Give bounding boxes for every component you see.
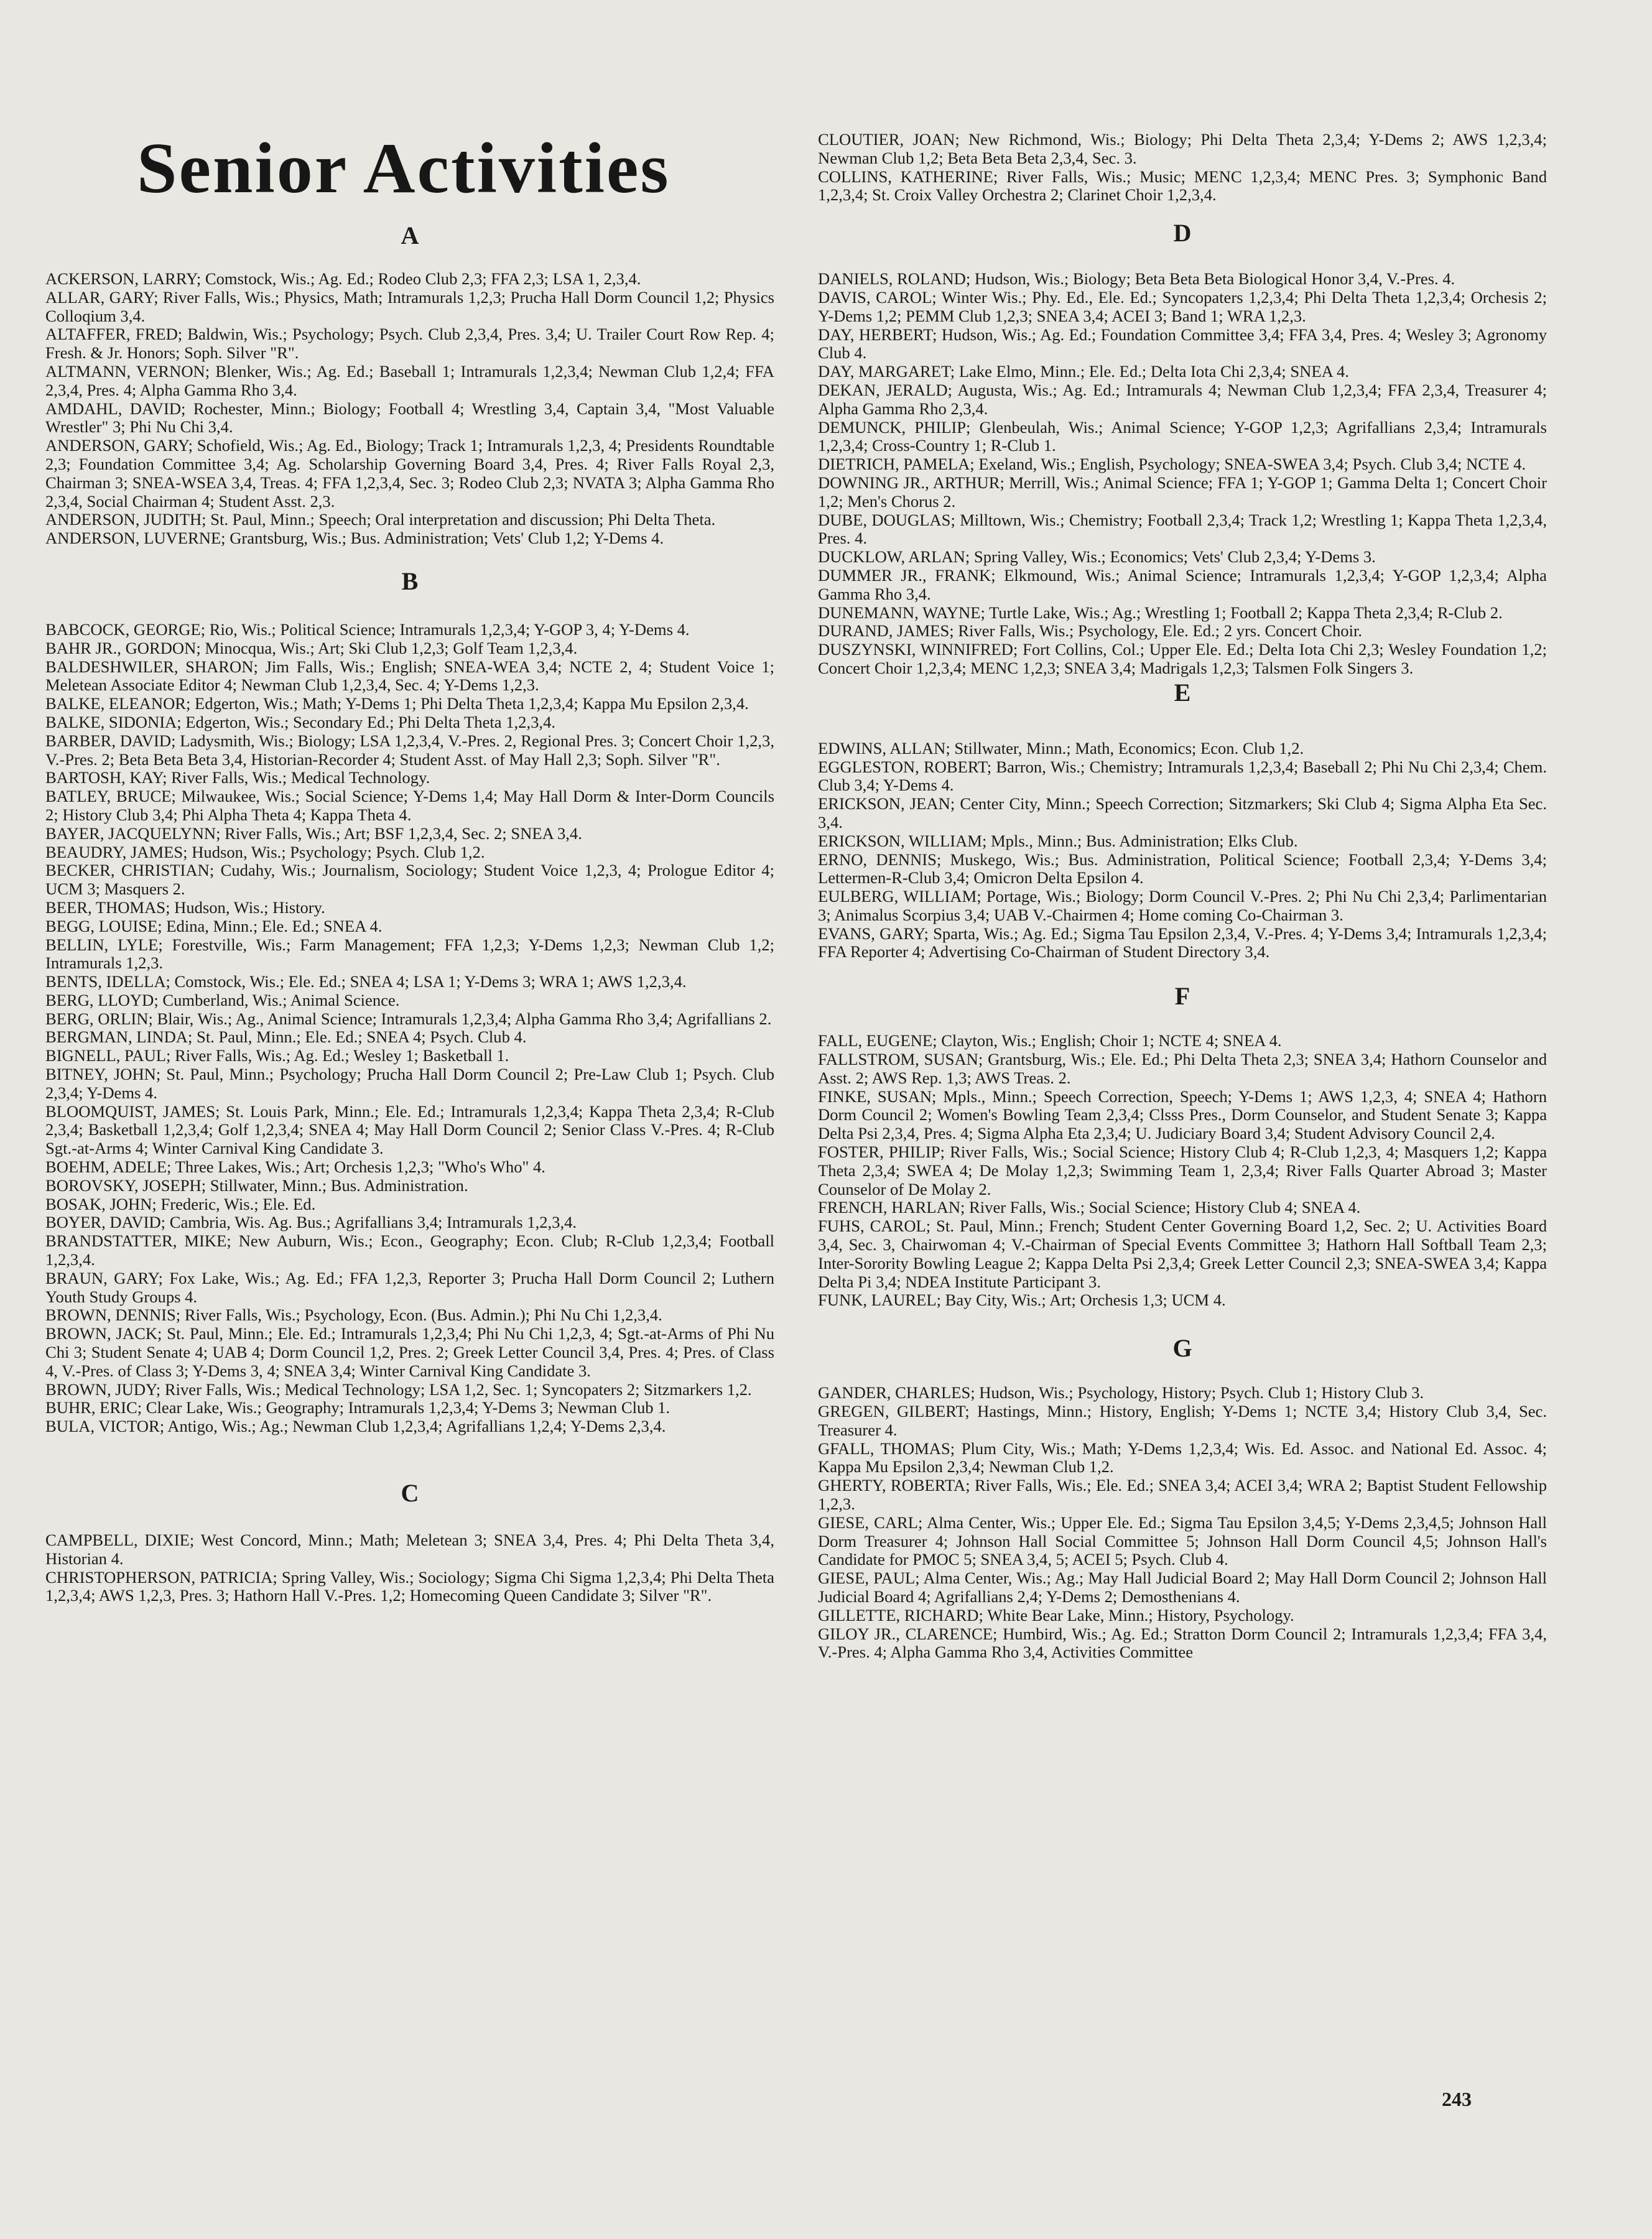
student-entry: EDWINS, ALLAN; Stillwater, Minn.; Math, Economics; Econ. Club 1,2.: [818, 738, 1304, 758]
section-entries: [45, 621, 774, 1436]
student-entry: AMDAHL, DAVID; Rochester, Minn.; Biology; Football 4; Wrestling 3,4, Captain 3,4, "Most Valuable Wrestler" 3; Phi Nu Chi 3,4.: [45, 399, 774, 437]
student-entry: BOEHM, ADELE; Three Lakes, Wis.; Art; Orchesis 1,2,3; "Who's Who" 4.: [45, 1157, 545, 1177]
student-entry: BALDESHWILER, SHARON; Jim Falls, Wis.; English; SNEA-WEA 3,4; NCTE 2, 4; Student Voice 1; Meletean Associate Editor 4; Newman Club 1,2,3,4, Sec. 4; Y-Dems 1,2,3.: [45, 657, 774, 695]
student-entry: EGGLESTON, ROBERT; Barron, Wis.; Chemistry; Intramurals 1,2,3,4; Baseball 2; Phi Nu Chi 2,3,4; Chem. Club 3,4; Y-Dems 4.: [818, 757, 1547, 795]
student-entry: ERICKSON, WILLIAM; Mpls., Minn.; Bus. Administration; Elks Club.: [818, 831, 1298, 850]
section-letter: B: [401, 567, 419, 595]
student-entry: BLOOMQUIST, JAMES; St. Louis Park, Minn.; Ele. Ed.; Intramurals 1,2,3,4; Kappa Theta 2,3,4; R-Club 2,3,4; Basketball 1,2,3,4; Golf 1,2,3,4; SNEA 4; May Hall Dorm Council 2; Senior Class V.-Pres. 4; R-Club Sgt.-at-Arms 4; Winter Carnival King Candidate 3.: [45, 1101, 774, 1158]
student-entry: BITNEY, JOHN; St. Paul, Minn.; Psychology; Prucha Hall Dorm Council 2; Pre-Law Club 1; Psych. Club 2,3,4; Y-Dems 4.: [45, 1065, 774, 1102]
student-entry: EVANS, GARY; Sparta, Wis.; Ag. Ed.; Sigma Tau Epsilon 2,3,4, V.-Pres. 4; Y-Dems 3,4; Intramurals 1,2,3,4; FFA Reporter 4; Advertising Co-Chairman of Student Directory 3,4.: [818, 924, 1547, 962]
student-entry: BRANDSTATTER, MIKE; New Auburn, Wis.; Econ., Geography; Econ. Club; R-Club 1,2,3,4; Football 1,2,3,4.: [45, 1231, 774, 1269]
student-entry: ACKERSON, LARRY; Comstock, Wis.; Ag. Ed.; Rodeo Club 2,3; FFA 2,3; LSA 1, 2,3,4.: [45, 269, 641, 288]
page-number: 243: [1442, 2088, 1472, 2110]
student-entry: BAHR JR., GORDON; Minocqua, Wis.; Art; Ski Club 1,2,3; Golf Team 1,2,3,4.: [45, 638, 578, 657]
student-entry: BARTOSH, KAY; River Falls, Wis.; Medical Technology.: [45, 768, 430, 787]
section-letter: F: [1174, 982, 1190, 1011]
student-entry: FINKE, SUSAN; Mpls., Minn.; Speech Correction, Speech; Y-Dems 1; AWS 1,2,3, 4; SNEA 4; Hathorn Dorm Council 2; Women's Bowling Team 2,3,4; Clsss Pres., Dorm Counselor, and Student Senate 3; Kappa Delta Psi 2,3,4, Pres. 4; Sigma Alpha Eta 2,3,4; U. Judiciary Board 3,4; Student Advisory Council 2,4.: [818, 1087, 1547, 1143]
student-entry: COLLINS, KATHERINE; River Falls, Wis.; Music; MENC 1,2,3,4; MENC Pres. 3; Symphonic Band 1,2,3,4; St. Croix Valley Orchestra 2; Clarinet Choir 1,2,3,4.: [818, 167, 1547, 205]
student-entry: FUNK, LAUREL; Bay City, Wis.; Art; Orchesis 1,3; UCM 4.: [818, 1291, 1226, 1310]
left-column: [45, 215, 774, 1605]
student-entry: DEMUNCK, PHILIP; Glenbeulah, Wis.; Animal Science; Y-GOP 1,2,3; Agrifallians 2,3,4; Intramurals 1,2,3,4; Cross-Country 1; R-Club 1.: [818, 417, 1547, 455]
section-entries: [818, 1032, 1547, 1310]
student-entry: GIESE, CARL; Alma Center, Wis.; Upper Ele. Ed.; Sigma Tau Epsilon 3,4,5; Y-Dems 2,3,4,5; Johnson Hall Dorm Treasurer 4; Johnson Hall Social Committee 5; Johnson Hall Dorm Council 4,5; Johnson Hall's Candidate for PMOC 5; SNEA 3,4, 5; ACEI 5; Psych. Club 4.: [818, 1513, 1547, 1569]
section-e: [818, 678, 1547, 962]
student-entry: ANDERSON, LUVERNE; Grantsburg, Wis.; Bus. Administration; Vets' Club 1,2; Y-Dems 4.: [45, 529, 664, 548]
section-entries: [818, 131, 1547, 205]
student-entry: GILOY JR., CLARENCE; Humbird, Wis.; Ag. Ed.; Stratton Dorm Council 2; Intramurals 1,2,3,4; FFA 3,4, V.-Pres. 4; Alpha Gamma Rho 3,4, Activities Committee: [818, 1624, 1547, 1662]
student-entry: BERG, ORLIN; Blair, Wis.; Ag., Animal Science; Intramurals 1,2,3,4; Alpha Gamma Rho 3,4; Agrifallians 2.: [45, 1009, 772, 1028]
student-entry: DUCKLOW, ARLAN; Spring Valley, Wis.; Economics; Vets' Club 2,3,4; Y-Dems 3.: [818, 547, 1376, 567]
section-letter: C: [401, 1479, 419, 1508]
student-entry: DIETRICH, PAMELA; Exeland, Wis.; English, Psychology; SNEA-SWEA 3,4; Psych. Club 3,4; NCTE 4.: [818, 455, 1526, 474]
student-entry: FOSTER, PHILIP; River Falls, Wis.; Social Science; History Club 4; R-Club 1,2,3, 4; Masquers 1,2; Kappa Theta 2,3,4; SWEA 4; De Molay 1,2,3; Swimming Team 1, 2,3,4; River Falls Quarter Abroad 3; Master Counselor of De Molay 2.: [818, 1143, 1547, 1198]
student-entry: FALL, EUGENE; Clayton, Wis.; English; Choir 1; NCTE 4; SNEA 4.: [818, 1031, 1282, 1050]
student-entry: BROWN, JACK; St. Paul, Minn.; Ele. Ed.; Intramurals 1,2,3,4; Phi Nu Chi 1,2,3, 4; Sgt.-at-Arms of Phi Nu Chi 3; Student Senate 4; UAB 4; Dorm Council 1,2, Pres. 2; Greek Letter Council 3,4, Pres. 4; Pres. of Class 4, V.-Pres. of Class 3; Y-Dems 3, 4; SNEA 3,4; Winter Carnival King Candidate 3.: [45, 1324, 774, 1380]
student-entry: ERICKSON, JEAN; Center City, Minn.; Speech Correction; Sitzmarkers; Ski Club 4; Sigma Alpha Eta Sec. 3,4.: [818, 794, 1547, 832]
student-entry: GIESE, PAUL; Alma Center, Wis.; Ag.; May Hall Judicial Board 2; May Hall Dorm Council 2; Johnson Hall Judicial Board 4; Agrifallians 2,4; Y-Dems 2; Demosthenians 4.: [818, 1569, 1547, 1606]
student-entry: DUMMER JR., FRANK; Elkmound, Wis.; Animal Science; Intramurals 1,2,3,4; Y-GOP 1,2,3,4; Alpha Gamma Rho 3,4.: [818, 565, 1547, 603]
section-b: [45, 567, 774, 1436]
student-entry: FRENCH, HARLAN; River Falls, Wis.; Social Science; History Club 4; SNEA 4.: [818, 1198, 1361, 1217]
student-entry: BOROVSKY, JOSEPH; Stillwater, Minn.; Bus. Administration.: [45, 1175, 468, 1195]
section-entries: [45, 270, 774, 548]
student-entry: BAYER, JACQUELYNN; River Falls, Wis.; Art; BSF 1,2,3,4, Sec. 2; SNEA 3,4.: [45, 823, 582, 843]
student-entry: BABCOCK, GEORGE; Rio, Wis.; Political Science; Intramurals 1,2,3,4; Y-GOP 3, 4; Y-Dems 4.: [45, 619, 690, 639]
student-entry: BEGG, LOUISE; Edina, Minn.; Ele. Ed.; SNEA 4.: [45, 916, 383, 935]
student-entry: BROWN, JUDY; River Falls, Wis.; Medical Technology; LSA 1,2, Sec. 1; Syncopaters 2; Sitzmarkers 1,2.: [45, 1379, 752, 1399]
student-entry: DUSZYNSKI, WINNIFRED; Fort Collins, Col.; Upper Ele. Ed.; Delta Iota Chi 2,3; Wesley Foundation 1,2; Concert Choir 1,2,3,4; MENC 1,2,3; SNEA 3,4; Madrigals 1,2,3; Talsmen Folk Singers 3.: [818, 640, 1547, 677]
student-entry: DOWNING JR., ARTHUR; Merrill, Wis.; Animal Science; FFA 1; Y-GOP 1; Gamma Delta 1; Concert Choir 1,2; Men's Chorus 2.: [818, 473, 1547, 511]
student-entry: ALLAR, GARY; River Falls, Wis.; Physics, Math; Intramurals 1,2,3; Prucha Hall Dorm Council 1,2; Physics Colloqium 3,4.: [45, 287, 774, 325]
section-entries: [818, 270, 1547, 678]
student-entry: CLOUTIER, JOAN; New Richmond, Wis.; Biology; Phi Delta Theta 2,3,4; Y-Dems 2; AWS 1,2,3,4; Newman Club 1,2; Beta Beta Beta 2,3,4, Sec. 3.: [818, 130, 1547, 167]
page-title: Senior Activities: [137, 129, 671, 208]
student-entry: ERNO, DENNIS; Muskego, Wis.; Bus. Administration, Political Science; Football 2,3,4; Y-Dems 3,4; Lettermen-R-Club 3,4; Omicron Delta Epsilon 4.: [818, 850, 1547, 888]
student-entry: BUHR, ERIC; Clear Lake, Wis.; Geography; Intramurals 1,2,3,4; Y-Dems 3; Newman Club 1.: [45, 1398, 671, 1417]
section-letter: A: [401, 221, 419, 249]
section-c-continued: [818, 131, 1547, 205]
section-entries: [818, 739, 1547, 962]
student-entry: ANDERSON, GARY; Schofield, Wis.; Ag. Ed., Biology; Track 1; Intramurals 1,2,3, 4; Presidents Roundtable 2,3; Foundation Committee 3,4; Ag. Scholarship Governing Board 3,4, Pres. 4; River Falls Royal 2,3, Chairman 3; SNEA-WSEA 3,4, Treas. 4; FFA 1,2,3,4, Sec. 3; Rodeo Club 2,3; NVATA 3; Alpha Gamma Rho 2,3,4, Social Chairman 4; Student Asst. 2,3.: [45, 436, 774, 511]
student-entry: DAVIS, CAROL; Winter Wis.; Phy. Ed., Ele. Ed.; Syncopaters 1,2,3,4; Phi Delta Theta 1,2,3,4; Orchesis 2; Y-Dems 1,2; PEMM Club 1,2,3; SNEA 3,4; ACEI 3; Band 1; WRA 1,2,3.: [818, 287, 1547, 325]
student-entry: BOYER, DAVID; Cambria, Wis. Ag. Bus.; Agrifallians 3,4; Intramurals 1,2,3,4.: [45, 1213, 577, 1232]
student-entry: GILLETTE, RICHARD; White Bear Lake, Minn.; History, Psychology.: [818, 1605, 1294, 1625]
student-entry: CHRISTOPHERSON, PATRICIA; Spring Valley, Wis.; Sociology; Sigma Chi Sigma 1,2,3,4; Phi Delta Theta 1,2,3,4; AWS 1,2,3, Pres. 3; Hathorn Hall V.-Pres. 1,2; Homecoming Queen Candidate 3; Silver "R".: [45, 1567, 774, 1605]
section-letter: E: [1174, 678, 1191, 707]
student-entry: BRAUN, GARY; Fox Lake, Wis.; Ag. Ed.; FFA 1,2,3, Reporter 3; Prucha Hall Dorm Council 2; Luthern Youth Study Groups 4.: [45, 1268, 774, 1306]
student-entry: BOSAK, JOHN; Frederic, Wis.; Ele. Ed.: [45, 1194, 316, 1213]
student-entry: DUBE, DOUGLAS; Milltown, Wis.; Chemistry; Football 2,3,4; Track 1,2; Wrestling 1; Kappa Theta 1,2,3,4, Pres. 4.: [818, 510, 1547, 548]
student-entry: GANDER, CHARLES; Hudson, Wis.; Psychology, History; Psych. Club 1; History Club 3.: [818, 1383, 1424, 1402]
student-entry: CAMPBELL, DIXIE; West Concord, Minn.; Math; Meletean 3; SNEA 3,4, Pres. 4; Phi Delta Theta 3,4, Historian 4.: [45, 1531, 774, 1568]
student-entry: BULA, VICTOR; Antigo, Wis.; Ag.; Newman Club 1,2,3,4; Agrifallians 1,2,4; Y-Dems 2,3,4.: [45, 1417, 666, 1436]
student-entry: BELLIN, LYLE; Forestville, Wis.; Farm Management; FFA 1,2,3; Y-Dems 1,2,3; Newman Club 1,2; Intramurals 1,2,3.: [45, 935, 774, 973]
student-entry: GHERTY, ROBERTA; River Falls, Wis.; Ele. Ed.; SNEA 3,4; ACEI 3,4; WRA 2; Baptist Student Fellowship 1,2,3.: [818, 1476, 1547, 1514]
student-entry: BERGMAN, LINDA; St. Paul, Minn.; Ele. Ed.; SNEA 4; Psych. Club 4.: [45, 1027, 527, 1047]
student-entry: FALLSTROM, SUSAN; Grantsburg, Wis.; Ele. Ed.; Phi Delta Theta 2,3; SNEA 3,4; Hathorn Counselor and Asst. 2; AWS Rep. 1,3; AWS Treas. 2.: [818, 1050, 1547, 1087]
student-entry: BATLEY, BRUCE; Milwaukee, Wis.; Social Science; Y-Dems 1,4; May Hall Dorm & Inter-Dorm Councils 2; History Club 3,4; Phi Alpha Theta 4; Kappa Theta 4.: [45, 787, 774, 824]
student-entry: FUHS, CAROL; St. Paul, Minn.; French; Student Center Governing Board 1,2, Sec. 2; U. Activities Board 3,4, Sec. 3, Chairwoman 4; V.-Chairman of Special Events Committee 3; Hathorn Hall Softball Team 2,3; Inter-Sorority Bowling League 2; Kappa Delta Psi 2,3,4; Greek Letter Council 2,3; SNEA-SWEA 3,4; Kappa Delta Pi 3,4; NDEA Institute Participant 3.: [818, 1217, 1547, 1291]
section-letter: G: [1172, 1334, 1192, 1363]
student-entry: BENTS, IDELLA; Comstock, Wis.; Ele. Ed.; SNEA 4; LSA 1; Y-Dems 3; WRA 1; AWS 1,2,3,4.: [45, 972, 687, 991]
section-letter: D: [1173, 219, 1192, 248]
student-entry: BEER, THOMAS; Hudson, Wis.; History.: [45, 897, 325, 917]
student-entry: DANIELS, ROLAND; Hudson, Wis.; Biology; Beta Beta Beta Biological Honor 3,4, V.-Pres. 4.: [818, 269, 1455, 289]
student-entry: DURAND, JAMES; River Falls, Wis.; Psychology, Ele. Ed.; 2 yrs. Concert Choir.: [818, 621, 1363, 641]
section-a: [45, 221, 774, 548]
section-f: [818, 981, 1547, 1310]
student-entry: DEKAN, JERALD; Augusta, Wis.; Ag. Ed.; Intramurals 4; Newman Club 1,2,3,4; FFA 2,3,4, Treasurer 4; Alpha Gamma Rho 2,3,4.: [818, 380, 1547, 418]
student-entry: BECKER, CHRISTIAN; Cudahy, Wis.; Journalism, Sociology; Student Voice 1,2,3, 4; Prologue Editor 4; UCM 3; Masquers 2.: [45, 861, 774, 899]
student-entry: DAY, HERBERT; Hudson, Wis.; Ag. Ed.; Foundation Committee 3,4; FFA 3,4, Pres. 4; Wesley 3; Agronomy Club 4.: [818, 325, 1547, 363]
student-entry: GFALL, THOMAS; Plum City, Wis.; Math; Y-Dems 1,2,3,4; Wis. Ed. Assoc. and National Ed. Assoc. 4; Kappa Mu Epsilon 2,3,4; Newman Club 1,2.: [818, 1439, 1547, 1476]
student-entry: ALTAFFER, FRED; Baldwin, Wis.; Psychology; Psych. Club 2,3,4, Pres. 3,4; U. Trailer Court Row Rep. 4; Fresh. & Jr. Honors; Soph. Silver "R".: [45, 325, 774, 363]
student-entry: BIGNELL, PAUL; River Falls, Wis.; Ag. Ed.; Wesley 1; Basketball 1.: [45, 1046, 509, 1065]
student-entry: BEAUDRY, JAMES; Hudson, Wis.; Psychology; Psych. Club 1,2.: [45, 842, 485, 861]
student-entry: BALKE, ELEANOR; Edgerton, Wis.; Math; Y-Dems 1; Phi Delta Theta 1,2,3,4; Kappa Mu Epsilon 2,3,4.: [45, 694, 749, 713]
student-entry: EULBERG, WILLIAM; Portage, Wis.; Biology; Dorm Council V.-Pres. 2; Phi Nu Chi 2,3,4; Parlimentarian 3; Animalus Scorpius 3,4; UAB V.-Chairmen 4; Home coming Co-Chairman 3.: [818, 887, 1547, 924]
section-d: [818, 218, 1547, 678]
student-entry: BERG, LLOYD; Cumberland, Wis.; Animal Science.: [45, 990, 400, 1009]
section-g: [818, 1333, 1547, 1662]
student-entry: BALKE, SIDONIA; Edgerton, Wis.; Secondary Ed.; Phi Delta Theta 1,2,3,4.: [45, 712, 556, 731]
section-entries: [818, 1384, 1547, 1662]
student-entry: DUNEMANN, WAYNE; Turtle Lake, Wis.; Ag.; Wrestling 1; Football 2; Kappa Theta 2,3,4; R-Club 2.: [818, 603, 1503, 622]
right-column: [818, 131, 1547, 1662]
section-c: [45, 1478, 774, 1605]
student-entry: ALTMANN, VERNON; Blenker, Wis.; Ag. Ed.; Baseball 1; Intramurals 1,2,3,4; Newman Club 1,2,4; FFA 2,3,4, Pres. 4; Alpha Gamma Rho 3,4.: [45, 361, 774, 399]
student-entry: BROWN, DENNIS; River Falls, Wis.; Psychology, Econ. (Bus. Admin.); Phi Nu Chi 1,2,3,4.: [45, 1305, 662, 1325]
section-entries: [45, 1531, 774, 1605]
student-entry: DAY, MARGARET; Lake Elmo, Minn.; Ele. Ed.; Delta Iota Chi 2,3,4; SNEA 4.: [818, 362, 1349, 381]
student-entry: ANDERSON, JUDITH; St. Paul, Minn.; Speech; Oral interpretation and discussion; Phi Delta Theta.: [45, 510, 716, 529]
student-entry: BARBER, DAVID; Ladysmith, Wis.; Biology; LSA 1,2,3,4, V.-Pres. 2, Regional Pres. 3; Concert Choir 1,2,3, V.-Pres. 2; Beta Beta Beta 3,4, Historian-Recorder 4; Student Asst. of May Hall 2,3; Soph. Silver "R".: [45, 731, 774, 769]
student-entry: GREGEN, GILBERT; Hastings, Minn.; History, English; Y-Dems 1; NCTE 3,4; History Club 3,4, Sec. Treasurer 4.: [818, 1402, 1547, 1439]
